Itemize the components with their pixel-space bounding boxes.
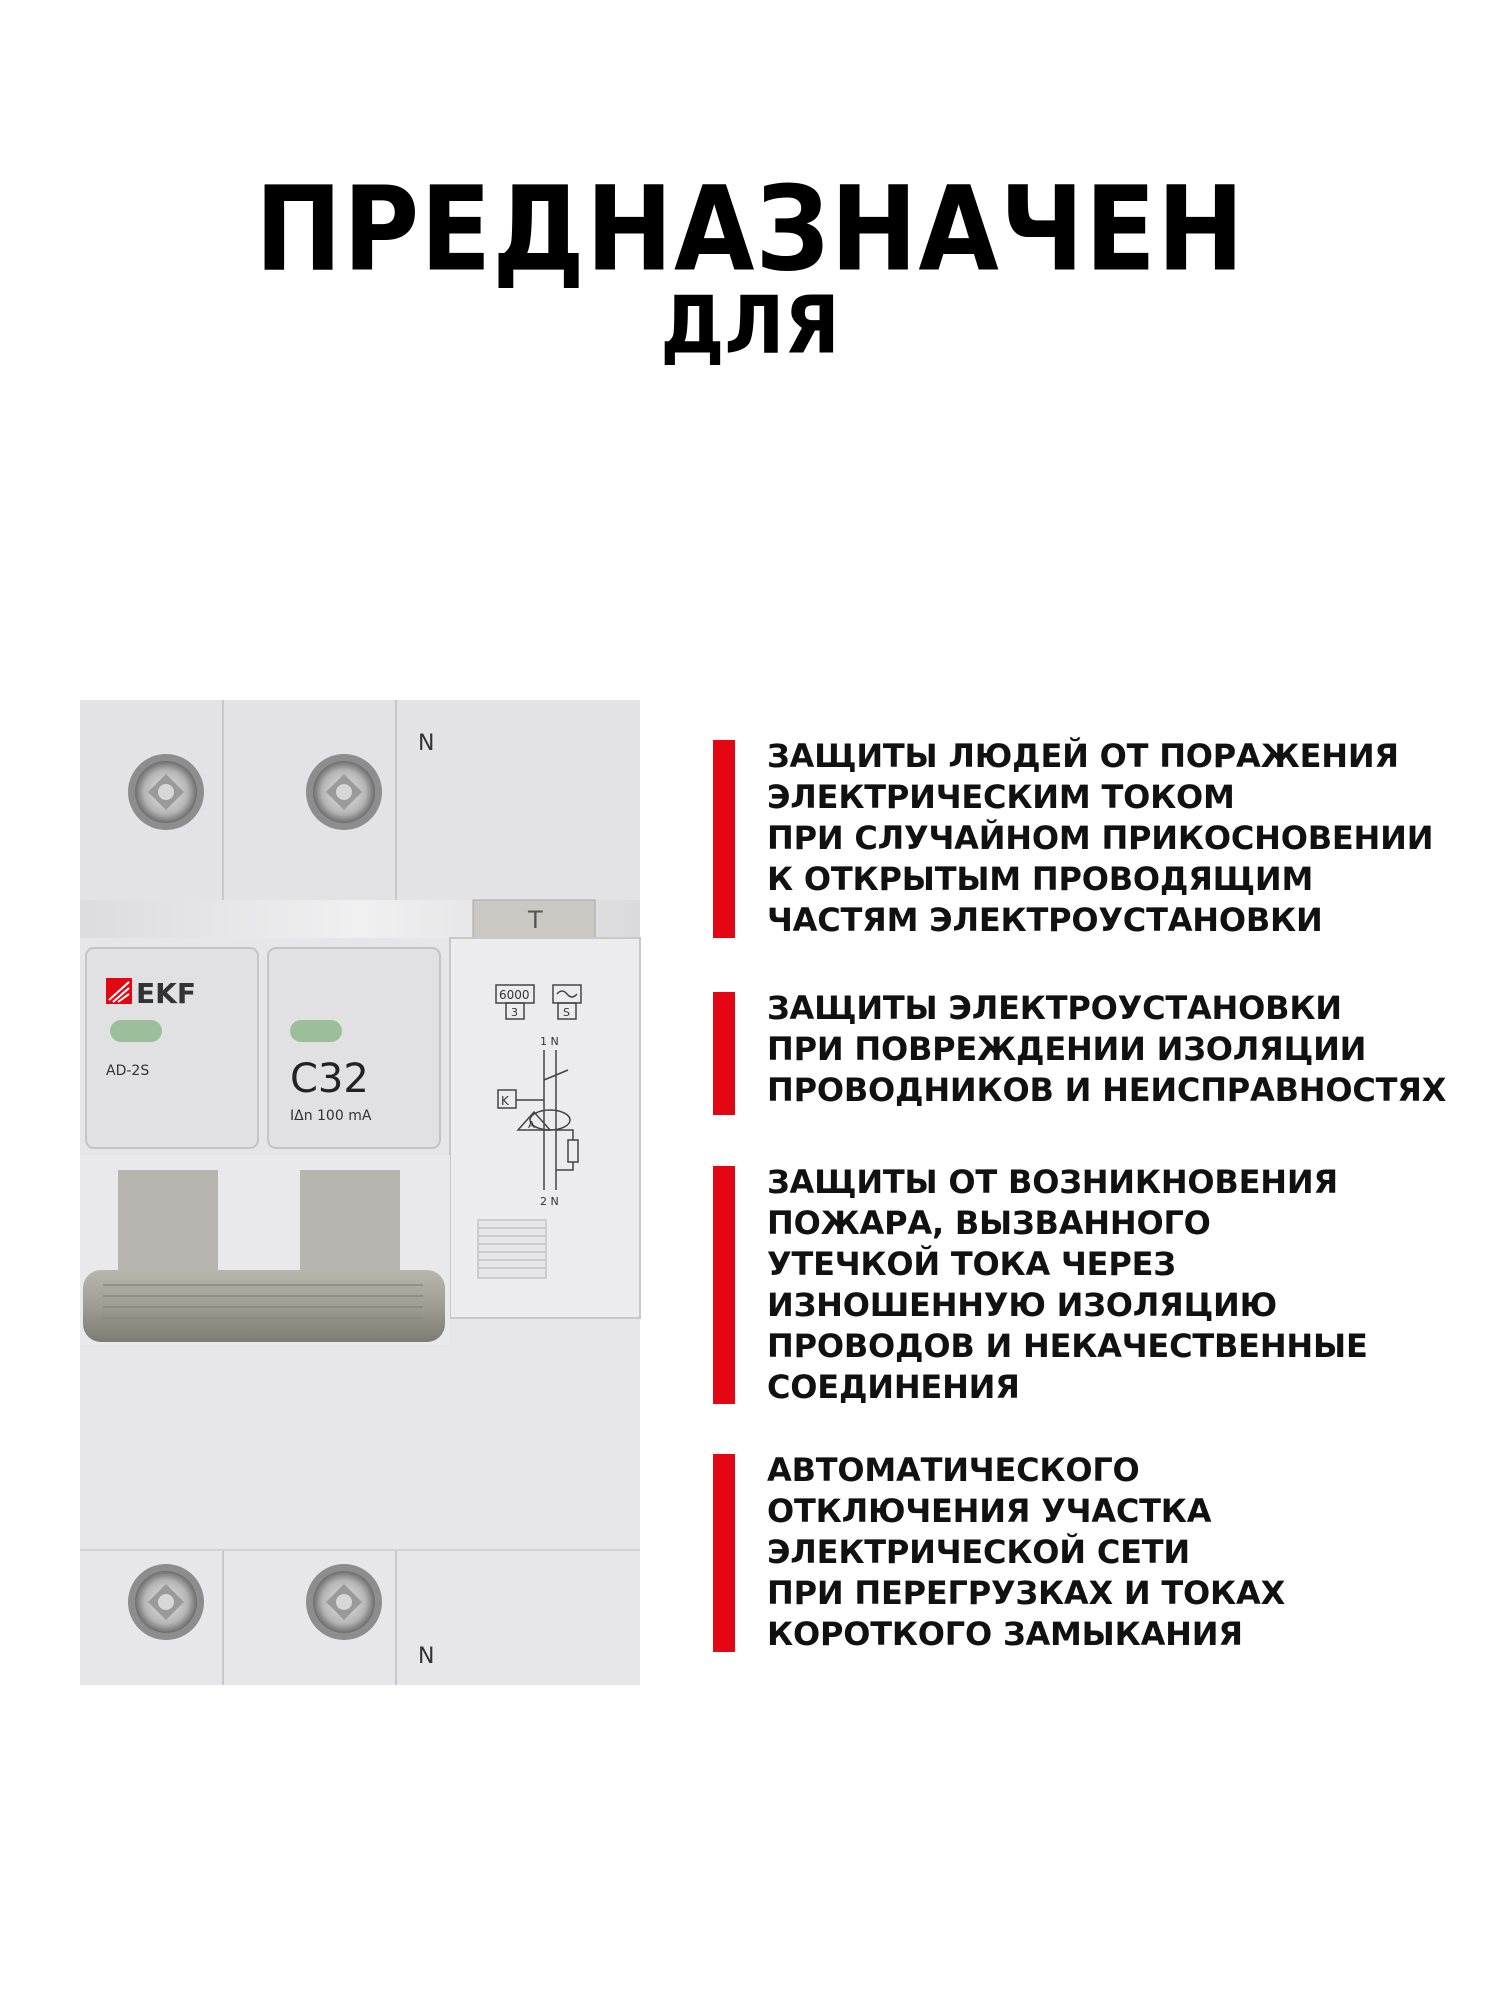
feature-text: ЗАЩИТЫ ЛЮДЕЙ ОТ ПОРАЖЕНИЯ ЭЛЕКТРИЧЕСКИМ ТОКОМ ПРИ СЛУЧАЙНОМ ПРИКОСНОВЕНИИ К ОТКРЫТЫМ ПРОВОДЯЩИМ ЧАСТЯМ ЭЛЕКТРОУСТАНОВКИ — [767, 737, 1434, 939]
schematic-top-label: 1 N — [540, 1035, 559, 1048]
class-label: 3 — [511, 1006, 518, 1019]
neutral-label-bottom: N — [418, 1644, 435, 1669]
accent-bar — [713, 740, 735, 938]
test-button-label: T — [528, 906, 543, 934]
terminal-screw-bottom-right — [306, 1564, 382, 1640]
terminal-screw-top-left — [128, 754, 204, 830]
page-subtitle: ДЛЯ — [660, 278, 840, 372]
rating-label: C32 — [290, 1056, 369, 1102]
accent-bar — [713, 992, 735, 1115]
terminal-screw-bottom-left — [128, 1564, 204, 1640]
feature-text: АВТОМАТИЧЕСКОГО ОТКЛЮЧЕНИЯ УЧАСТКА ЭЛЕКТРИЧЕСКОЙ СЕТИ ПРИ ПЕРЕГРУЗКАХ И ТОКАХ КОРОТКОГО ЗАМЫКАНИЯ — [767, 1451, 1286, 1653]
brand-logo: EKF — [136, 977, 196, 1010]
rcbo-device-image — [78, 700, 642, 1685]
model-label: AD-2S — [106, 1063, 150, 1079]
schematic-bottom-label: 2 N — [540, 1195, 559, 1208]
schematic-a-label: A — [528, 1120, 535, 1131]
feature-text: ЗАЩИТЫ ЭЛЕКТРОУСТАНОВКИ ПРИ ПОВРЕЖДЕНИИ ИЗОЛЯЦИИ ПРОВОДНИКОВ И НЕИСПРАВНОСТЯХ — [767, 989, 1447, 1109]
neutral-label-top: N — [418, 731, 435, 756]
feature-text: ЗАЩИТЫ ОТ ВОЗНИКНОВЕНИЯ ПОЖАРА, ВЫЗВАННОГО УТЕЧКОЙ ТОКА ЧЕРЕЗ ИЗНОШЕННУЮ ИЗОЛЯЦИЮ ПРОВОДОВ И НЕКАЧЕСТВЕННЫЕ СОЕДИНЕНИЯ — [767, 1163, 1368, 1406]
breaking-capacity-label: 6000 — [499, 988, 530, 1002]
toggle-handle — [83, 1270, 445, 1342]
terminal-screw-top-right — [306, 754, 382, 830]
residual-current-label: IΔn 100 mA — [290, 1108, 372, 1124]
type-label: S — [563, 1006, 570, 1019]
page-title: ПРЕДНАЗНАЧЕН — [255, 160, 1245, 298]
schematic-k-label: K — [501, 1094, 509, 1108]
accent-bar — [713, 1454, 735, 1652]
accent-bar — [713, 1166, 735, 1404]
